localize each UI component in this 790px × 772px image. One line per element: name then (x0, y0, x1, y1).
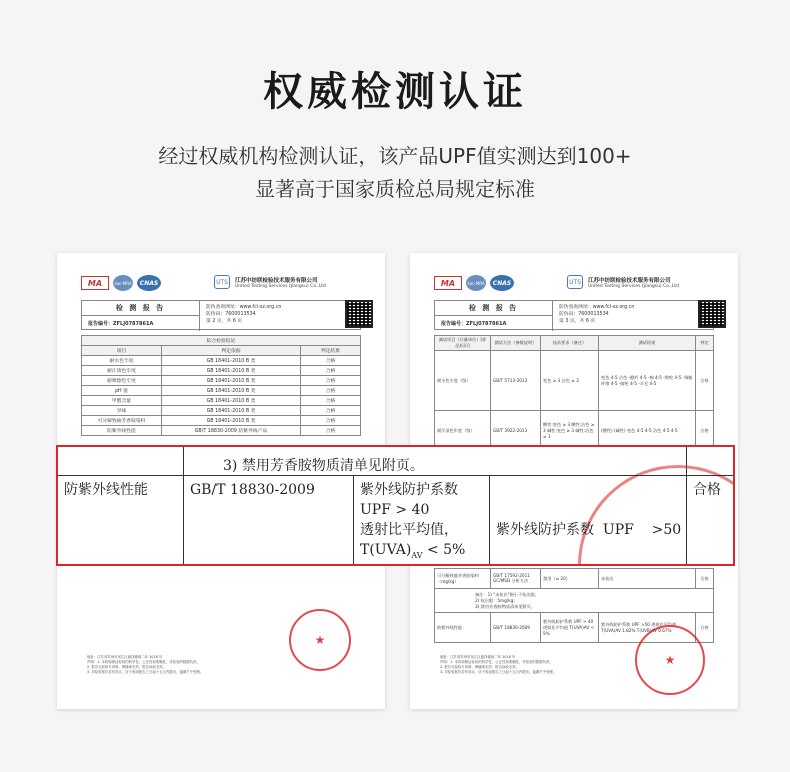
cnas-logo: CNAS (490, 275, 514, 291)
table-row: 耐汗渍色牢度（级） GB/T 3922-2013 酸性:变色 ≥ 3 酸性:沾色 ≥ 3 碱性:变色 ≥ 3 碱性:沾色 ≥ 3 (酸性) (碱性) 变色 4-5 4-5 沾色 4-5 4-5 合格 (435, 411, 714, 451)
table-row: 可分解致癌芳香胺染料（mg/kg） GB/T 17592-2011 GC/MSD 分析方法 禁用（≤ 20） 未检出 合格 (435, 569, 714, 589)
seal-star-icon: ★ (664, 653, 676, 667)
table-row: 可分解致癌芳香胺染料 GB 18401-2010 B 类 合格 (82, 416, 361, 426)
ilac-logo: ilac-MRA (466, 275, 486, 291)
callout-item: 防紫外线性能 (64, 482, 148, 498)
ilac-logo: ilac-MRA (113, 275, 133, 291)
report-info: 防伪查询网址：www.fcl-sz.org.cn 防伪码：7600013534 第 2 页，共 6 页 (206, 305, 282, 324)
table-section-title: 综合检验结论 (82, 336, 361, 346)
qr-code (345, 300, 373, 328)
results-table: 测试项目（计量单位）[样品标识] 测试方法（参数说明） 技术要求（备注） 测试结果 判定 耐水色牢度（级） GB/T 5713-2013 变色 ≥ 3 沾色 ≥ 3 变色 4-5 沾色 -醋纤 4-5 -棉 4-5 -锦纶 4-5 -聚酯纤维 4-5 -腈纶 4-5 -羊毛 4-5 合格 耐汗渍色牢度（级） GB/T 3922-2013 酸性:变色 ≥ 3 酸性:沾色 ≥ 3 碱性:变色 ≥ 3 碱性:沾色 ≥ 3 (酸性) (碱性) 变色 4-5 4-5 沾色 4-5 4-5 合格 (434, 335, 714, 451)
cnas-logo: CNAS (137, 275, 161, 291)
accreditation-logos (434, 275, 514, 291)
callout-note: 3) 禁用芳香胺物质清单见附页。 (223, 458, 424, 474)
callout-method: GB/T 18830-2009 (183, 476, 353, 566)
qr-code (698, 300, 726, 328)
upf-result-callout (56, 445, 735, 566)
seal-star-icon: ★ (314, 633, 326, 647)
page-subtitle-line1: 经过权威机构检测认证，该产品UPF值实测达到100+ (158, 144, 632, 168)
report-number: 报告编号：ZFLJ0787861A (435, 316, 553, 331)
report-info: 防伪查询网址：www.fcl-sz.org.cn 防伪码：7600013534 第 3 页，共 6 页 (559, 305, 635, 324)
table-row: 耐水色牢度 GB 18401-2010 B 类 合格 (82, 356, 361, 366)
table-row: 耐水色牢度（级） GB/T 5713-2013 变色 ≥ 3 沾色 ≥ 3 变色 4-5 沾色 -醋纤 4-5 -棉 4-5 -锦纶 4-5 -聚酯纤维 4-5 -腈纶 4-5 -羊毛 4-5 合格 (435, 351, 714, 411)
uts-logo-icon: UTS (567, 275, 583, 289)
table-row: 甲醛含量 GB 18401-2010 B 类 合格 (82, 396, 361, 406)
report-footer: 地址：江苏省苏州市吴江区盛泽镇西二环 1018 号 声明：1. 本机构保证检验的科学性、公正性和准确性，对检验的数据负责。 2. 报告无检验专用章、骑缝章无效；报告涂改无效。 3. 对检验报告若有异议，应于收到报告之日起十五日内提出，逾期不予受理。 (440, 655, 557, 674)
table-row: 耐摩擦色牢度 GB 18401-2010 B 类 合格 (82, 376, 361, 386)
table-row: pH 值 GB 18401-2010 B 类 合格 (82, 386, 361, 396)
report-footer: 地址：江苏省苏州市吴江区盛泽镇西二环 1018 号 声明：1. 本机构保证检验的科学性、公正性和准确性，对检验的数据负责。 2. 报告无检验专用章、骑缝章无效；报告涂改无效。 3. 对检验报告若有异议，应于收到报告之日起十五日内提出，逾期不予受理。 (87, 655, 204, 674)
table-row: 防紫外线性能 GB/T 18830-2009 防紫外线产品 合格 (82, 426, 361, 436)
conclusion-table: 综合检验结论 项目 判定依据 判定结果 耐水色牢度 GB 18401-2010 B 类 合格 耐汗渍色牢度 GB 18401-2010 B 类 合格 耐摩擦色牢度 GB 18401-2010 B 类 合格 pH 值 GB 18401-2010 B 类 合格 甲醛含量 GB 18401-2010 B 类 合格 异味 GB 18401-2010 B 类 合格 可分解致癌芳香胺染料 GB 18401-2010 B 类 合格 防紫外线性能 GB/T 18830-2009 防紫外线产品 合格 (81, 335, 361, 436)
table-row (58, 475, 733, 566)
report-header (81, 300, 361, 330)
cma-logo: MA (81, 276, 109, 290)
report-number: 报告编号：ZFLJ0787861A (82, 316, 200, 331)
table-row: 耐汗渍色牢度 GB 18401-2010 B 类 合格 (82, 366, 361, 376)
uts-logo-icon: UTS (214, 275, 230, 289)
callout-requirement: 紫外线防护系数 UPF > 40 透射比平均值， $T(UVA)_{AV} < 5\%$ (353, 476, 489, 566)
callout-result: 紫外线防护系数 UPF >50 (489, 476, 686, 566)
page-subtitle-line2: 显著高于国家质检总局规定标准 (255, 177, 535, 201)
company-name: 江苏中纺联检验技术服务有限公司 (235, 278, 318, 284)
report-title: 检 测 报 告 (435, 301, 553, 316)
accreditation-logos (81, 275, 161, 291)
table-row: 防紫外线性能 GB/T 18830-2009 紫外线防护系数 UPF > 40 透射比平均值 T(UVA)AV < 5% 紫外线防护系数 UPF >50 透射比平均值 T(UVA)AV 1.82% T(UVB)AV 0.67% 合格 (435, 613, 714, 643)
table-notes: 备注：1) "未检出"指小于检出限； 2) 检出限：5mg/kg； 3) 禁用芳香胺物质清单见附页。 (435, 589, 714, 613)
table-row: 异味 GB 18401-2010 B 类 合格 (82, 406, 361, 416)
cma-logo: MA (434, 276, 462, 290)
company-name-en: United Testing Services (Jiangsu) Co.,Ltd (588, 284, 679, 289)
company-name: 江苏中纺联检验技术服务有限公司 (588, 278, 671, 284)
callout-verdict: 合格 (686, 476, 735, 566)
report-header (434, 300, 714, 330)
report-title: 检 测 报 告 (82, 301, 200, 316)
page-title: 权威检测认证 (263, 69, 527, 115)
company-name-en: United Testing Services (Jiangsu) Co.,Ltd (235, 284, 326, 289)
